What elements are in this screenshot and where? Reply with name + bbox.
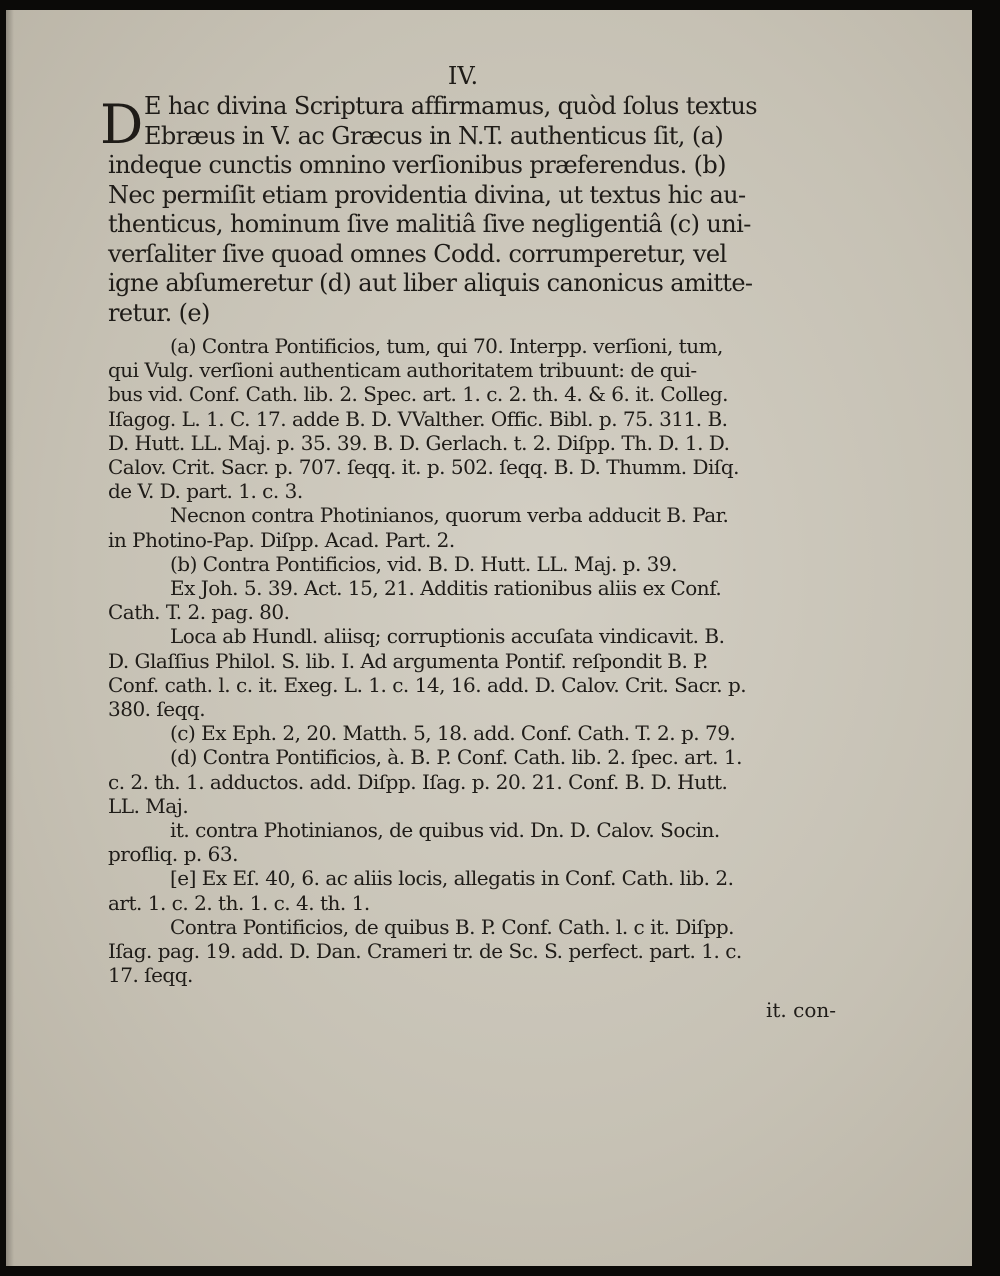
- footnote-line: (c) Ex Eph. 2, 20. Matth. 5, 18. add. Conf. Cath. T. 2. p. 79.: [170, 721, 736, 746]
- footnote-line: Ex Joh. 5. 39. Act. 15, 21. Additis rationibus aliis ex Conf.: [170, 576, 722, 601]
- footnote-line: D. Hutt. LL. Maj. p. 35. 39. B. D. Gerlach. t. 2. Diſpp. Th. D. 1. D.: [108, 430, 730, 455]
- footnote-line: (b) Contra Pontificios, vid. B. D. Hutt. LL. Maj. p. 39.: [170, 551, 677, 576]
- body-line: igne abſumeretur (d) aut liber aliquis canonicus amitte-: [108, 269, 753, 297]
- footnote-line: in Photino-Pap. Diſpp. Acad. Part. 2.: [108, 527, 455, 552]
- footnote-line: Loca ab Hundl. aliisq; corruptionis accuſata vindicavit. B.: [170, 624, 725, 649]
- drop-cap-initial: D: [100, 93, 144, 156]
- book-page: [6, 10, 972, 1266]
- footnote-line: it. contra Photinianos, de quibus vid. Dn. D. Calov. Socin.: [170, 818, 720, 843]
- footnote-line: Necnon contra Photinianos, quorum verba adducit B. Par.: [170, 503, 729, 528]
- footnote-line: c. 2. th. 1. adductos. add. Diſpp. Iſag. p. 20. 21. Conf. B. D. Hutt.: [108, 769, 728, 794]
- body-line: retur. (e): [108, 298, 210, 327]
- body-line: thenticus, hominum ſive malitiâ ſive negligentiâ (c) uni-: [108, 210, 751, 238]
- body-line: verſaliter ſive quoad omnes Codd. corrumperetur, vel: [108, 239, 727, 268]
- page-text-block: [100, 60, 838, 1025]
- footnote-line: [e] Ex Eſ. 40, 6. ac aliis locis, allegatis in Conf. Cath. lib. 2.: [170, 866, 734, 891]
- body-line: Nec permiſit etiam providentia divina, ut textus hic au-: [108, 180, 746, 209]
- footnote-line: qui Vulg. verſioni authenticam authoritatem tribuunt: de qui-: [108, 358, 697, 383]
- footnote-line: 380. ſeqq.: [108, 697, 206, 722]
- footnote-line: 17. ſeqq.: [108, 963, 193, 988]
- footnote-line: profliq. p. 63.: [108, 842, 238, 867]
- body-line: E hac divina Scriptura affirmamus, quòd ſolus textus: [144, 92, 757, 120]
- page-edge-shadow: [6, 10, 14, 1266]
- footnotes: [108, 334, 838, 987]
- footnote-line: art. 1. c. 2. th. 1. c. 4. th. 1.: [108, 890, 370, 915]
- catchword: it. con-: [765, 998, 836, 1023]
- footnote-line: Iſagog. L. 1. C. 17. adde B. D. VValther. Offic. Bibl. p. 75. 311. B.: [108, 406, 728, 431]
- main-paragraph: [100, 92, 838, 328]
- footnote-line: Cath. T. 2. pag. 80.: [108, 600, 290, 625]
- body-line: indeque cunctis omnino verſionibus præferendus. (b): [108, 151, 726, 179]
- footnote-line: Conf. cath. l. c. it. Exeg. L. 1. c. 14, 16. add. D. Calov. Crit. Sacr. p.: [108, 672, 747, 697]
- body-line: Ebræus in V. ac Græcus in N.T. authenticus ſit, (a): [144, 121, 724, 150]
- footnote-line: bus vid. Conf. Cath. lib. 2. Spec. art. 1. c. 2. th. 4. & 6. it. Colleg.: [108, 382, 728, 407]
- footnote-line: D. Glaſſius Philol. S. lib. I. Ad argumenta Pontif. reſpondit B. P.: [108, 648, 708, 673]
- footnote-line: LL. Maj.: [108, 793, 189, 818]
- footnote-line: Iſag. pag. 19. add. D. Dan. Crameri tr. de Sc. S. perfect. part. 1. c.: [108, 939, 742, 964]
- footnote-line: (d) Contra Pontificios, à. B. P. Conf. Cath. lib. 2. ſpec. art. 1.: [170, 745, 742, 770]
- footnote-line: Contra Pontificios, de quibus B. P. Conf. Cath. l. c it. Diſpp.: [170, 914, 735, 939]
- footnote-line: de V. D. part. 1. c. 3.: [108, 479, 303, 504]
- footnote-line: (a) Contra Pontificios, tum, qui 70. Interpp. verſioni, tum,: [170, 334, 723, 358]
- footnote-line: Calov. Crit. Sacr. p. 707. ſeqq. it. p. 502. ſeqq. B. D. Thumm. Diſq.: [108, 455, 739, 480]
- page-number: IV.: [447, 62, 479, 90]
